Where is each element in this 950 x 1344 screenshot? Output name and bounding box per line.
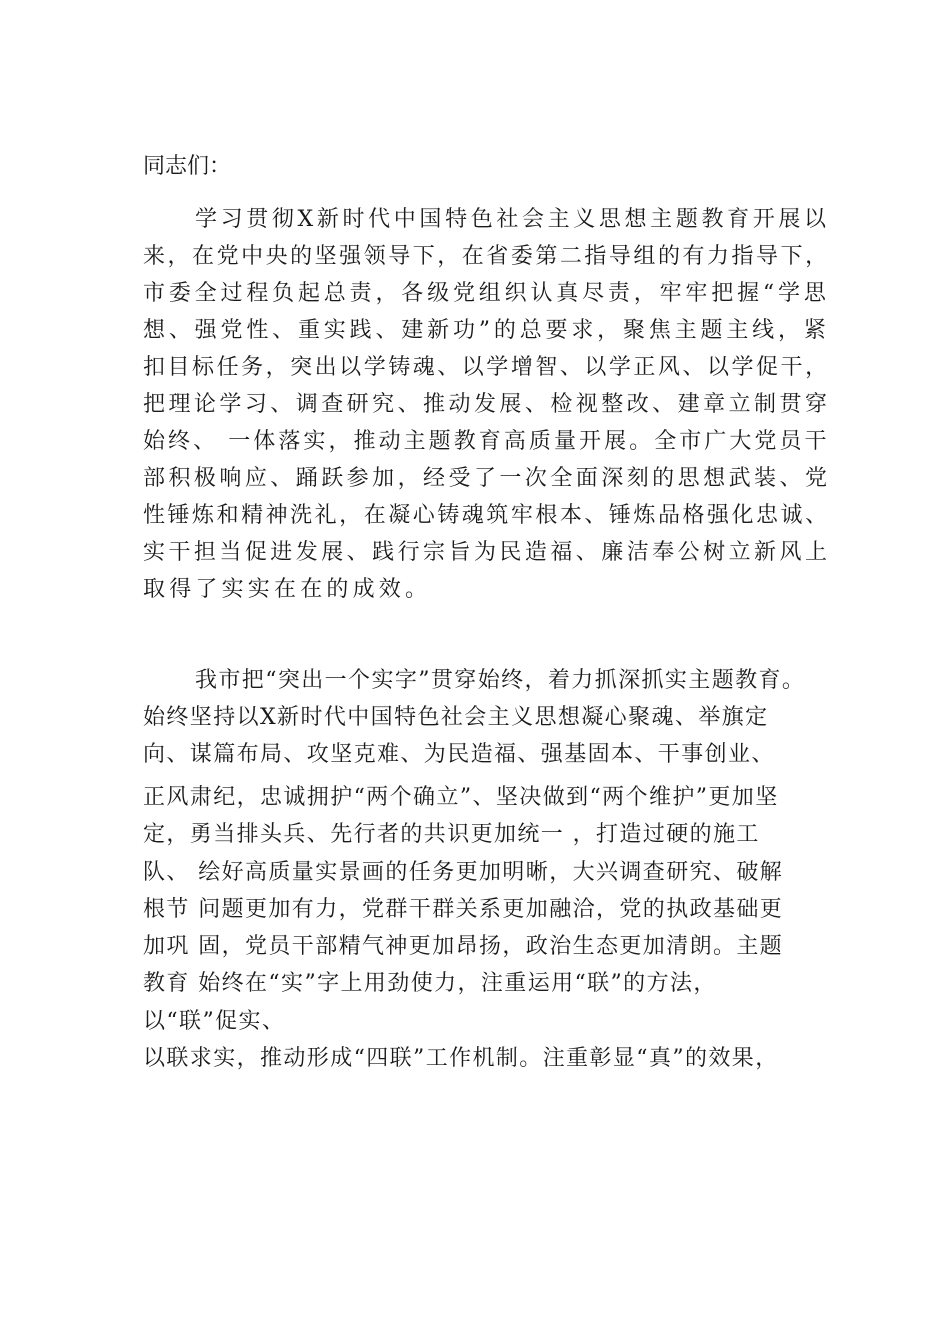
paragraph-2-line-8: 加巩 固，党员干部精气神更加昂扬，政治生态更加清朗。主题 xyxy=(143,934,784,959)
paragraph-1-line-1: 学习贯彻X新时代中国特色社会主义思想主题教育开展以 xyxy=(195,207,830,232)
paragraph-1-line-8: 部积极响应、踊跃参加，经受了一次全面深刻的思想武装、党 xyxy=(143,466,831,491)
paragraph-1-line-6: 把理论学习、调查研究、推动发展、检视整改、建章立制贯穿 xyxy=(143,392,831,417)
paragraph-1-line-5: 扣目标任务，突出以学铸魂、以学增智、以学正风、以学促干， xyxy=(143,355,830,380)
paragraph-1-line-3: 市委全过程负起总责，各级党组织认真尽责，牢牢把握“学思 xyxy=(143,281,830,306)
paragraph-1-line-4: 想、强党性、重实践、建新功”的总要求，聚焦主题主线，紧 xyxy=(143,318,830,343)
paragraph-2-line-5: 定，勇当排头兵、先行者的共识更加统一 ，打造过硬的施工 xyxy=(143,822,760,847)
paragraph-2-line-1: 我市把“突出一个实字”贯穿始终，着力抓深抓实主题教育。 xyxy=(195,668,806,693)
paragraph-2-line-2: 始终坚持以X新时代中国特色社会主义思想凝心聚魂、举旗定 xyxy=(143,705,769,730)
paragraph-1-line-7: 始终、 一体落实，推动主题教育高质量开展。全市广大党员干 xyxy=(143,429,830,454)
paragraph-2-line-10: 以“联”促实、 xyxy=(143,1009,286,1034)
paragraph-2-line-11: 以联求实，推动形成“四联”工作机制。注重彰显“真”的效果， xyxy=(143,1046,779,1071)
paragraph-2-line-6: 队、 绘好高质量实景画的任务更加明晰，大兴调查研究、破解 xyxy=(143,860,784,885)
paragraph-2-line-4: 正风肃纪，忠诚拥护“两个确立”、坚决做到“两个维护”更加坚 xyxy=(143,785,779,810)
paragraph-1-line-9: 性锤炼和精神洗礼，在凝心铸魂筑牢根本、锤炼品格强化忠诚、 xyxy=(143,503,830,528)
paragraph-1-line-10: 实干担当促进发展、践行宗旨为民造福、廉洁奉公树立新风上 xyxy=(143,540,831,565)
paragraph-2-line-3: 向、谋篇布局、攻坚克难、为民造福、强基固本、干事创业、 xyxy=(143,742,775,767)
greeting: 同志们： xyxy=(143,154,232,179)
paragraph-2-line-9: 教育 始终在“实”字上用劲使力，注重运用“联”的方法， xyxy=(143,971,717,996)
paragraph-2-line-7: 根节 问题更加有力，党群干群关系更加融洽，党的执政基础更 xyxy=(143,897,784,922)
paragraph-1-line-11: 取得了实实在在的成效。 xyxy=(143,577,432,602)
paragraph-1-line-2: 来，在党中央的坚强领导下，在省委第二指导组的有力指导下， xyxy=(143,244,830,269)
